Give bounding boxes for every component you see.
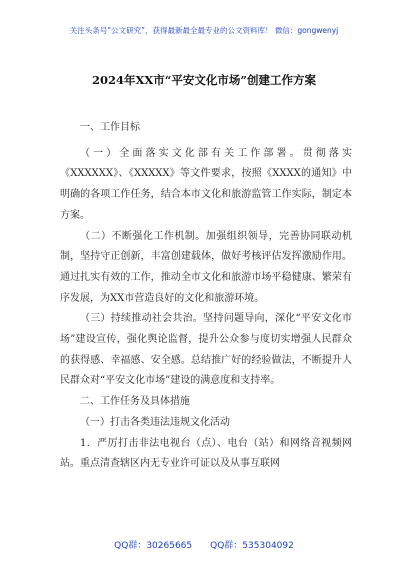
header-promo-note: 关注头条号“公文研究”，获得最新最全最专业的公文资料库！ 微信：gongwenyj [69,26,339,35]
paragraph-goal-1: （一）全面落实文化部有关工作部署。贯彻落实《XXXXXX》、《XXXXX》等文件要求，按照《XXXX的通知》中明确的各项工作任务，结合本市文化和旅游监管工作实际，制定本方案。 [60,147,352,221]
paragraph-goal-3: （三）持续推动社会共治。坚持问题导向，深化“平安文化市场”建设宣传，强化舆论监督，提升公众参与度切实增强人民群众的获得感、幸福感、安全感。总结推广好的经验做法，不断提升人民群众对“平安文化市场”建设的满意度和支持率。 [60,313,352,387]
footer-contacts [0,538,408,551]
footer-qq-group-1: QQ群：30265665 [114,541,193,551]
footer-qq-group-2: QQ群：535304092 [210,541,294,551]
section-heading-goals: 一、工作目标 [80,122,140,133]
document-body [60,118,352,475]
paragraph-task-1: 1．严厉打击非法电视台（点）、电台（站）和网络音视频网站。重点清查辖区内无专业许可证以及从事互联网 [60,437,352,470]
section-heading-tasks: 二、工作任务及具体措施 [80,396,190,408]
document-title: 2024年XX市“平安文化市场”创建工作方案 [91,73,317,87]
paragraph-goal-2: （二）不断强化工作机制。加强组织领导，完善协同联动机制，坚持守正创新，丰富创建载体，做好考核评估发挥激励作用。通过扎实有效的工作，推动全市文化和旅游市场平稳健康、繁荣有序发展，为XX市营造良好的文化和旅游环境。 [60,230,352,304]
subsection-heading-crackdown: （一）打击各类违法违规文化活动 [80,416,230,428]
